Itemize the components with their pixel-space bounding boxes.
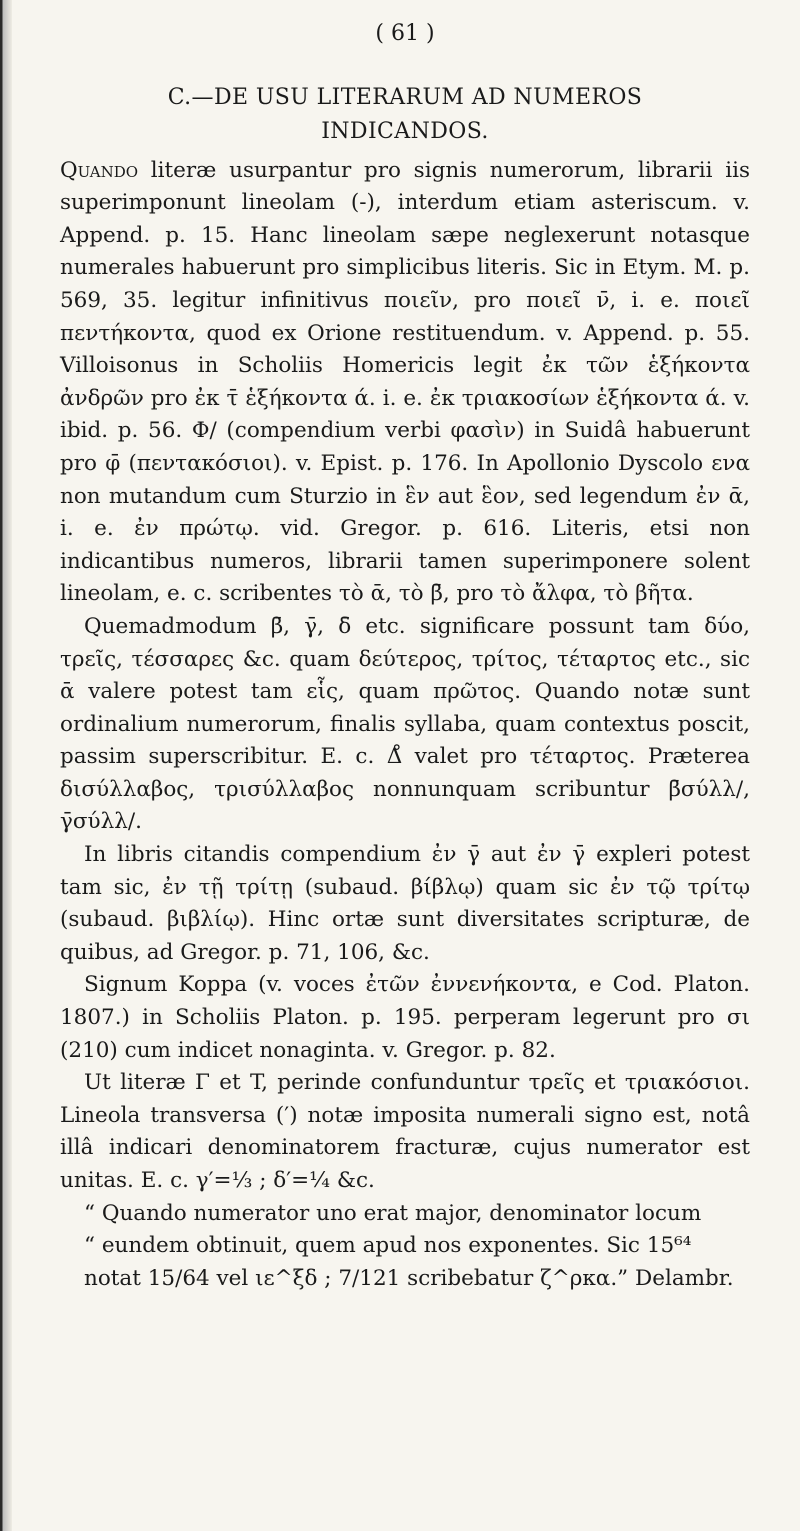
paragraph-1-text: literæ usurpantur pro signis numerorum, librarii iis superimponunt lineolam (-), interdum etiam asteriscum. v. Append. p. 15. Hanc lineolam sæpe neglexerunt notasque numerales habuerunt pro simplicibus literis. Sic in Etym. M. p. 569, 35. legitur infinitivus ποιεῖν, pro ποιεῖ ν̄, i. e. ποιεῖ πεντήκοντα, quod ex Orione restituendum. v. Append. p. 55. Villoisonus in Scholiis Homericis legit ἐκ τῶν ἑξήκοντα ἀνδρῶν pro ἐκ τ̄ ἑξήκοντα ά. i. e. ἐκ τριακοσίων ἑξήκοντα ά. v. ibid. p. 56. Φ/ (compendium verbi φασὶν) in Suidâ habuerunt pro φ̄ (πεντακόσιοι). v. Epist. p. 176. In Apollonio Dyscolo ενα non mutandum cum Sturzio in ἓν aut ἓον, sed legendum ἐν ᾱ, i. e. ἐν πρώτῳ. vid. Gregor. p. 616. Literis, etsi non indicantibus numeros, librarii tamen superimponere solent lineolam, e. c. scribentes τὸ ᾱ, τὸ β̄, pro τὸ ἄλφα, τὸ βῆτα.	[60, 157, 750, 607]
quote-line-3: notat 15/64 vel ιε^ξδ ; 7/121 scribebatur ζ^ρκα.” Delambr.	[84, 1265, 734, 1291]
document-page	[60, 18, 750, 1295]
delambre-quote	[60, 1198, 750, 1296]
paragraph-2: Quemadmodum β̄, γ̄, δ̄ etc. significare possunt tam δύο, τρεῖς, τέσσαρες &c. quam δεύτερος, τρίτος, τέταρτος etc., sic ᾱ valere potest tam εἷς, quam πρῶτος. Quando notæ sunt ordinalium numerorum, finalis syllaba, quam contextus poscit, passim superscribitur. E. c. Δ̊ valet pro τέταρτος. Præterea δισύλλαβος, τρισύλλαβος nonnunquam scribuntur β̄σύλλ/, γ̄σύλλ/.	[60, 613, 750, 835]
quote-line-2: “ eundem obtinuit, quem apud nos exponentes. Sic 15⁶⁴	[84, 1233, 692, 1259]
scan-binding-edge	[0, 0, 12, 1531]
page-number: ( 61 )	[375, 21, 435, 46]
section-heading-line-2: INDICANDOS.	[321, 118, 489, 144]
quote-line-1: “ Quando numerator uno erat major, denominator locum	[84, 1200, 702, 1226]
paragraph-5: Ut literæ Γ et T, perinde confunduntur τρεῖς et τριακόσιοι. Lineola transversa (′) notæ imposita numerali signo est, notâ illâ indicari denominatorem fracturæ, cujus numerator est unitas. E. c. γ′=⅓ ; δ′=¼ &c.	[60, 1070, 750, 1193]
section-heading-line-1: C.—DE USU LITERARUM AD NUMEROS	[167, 84, 643, 110]
paragraph-1	[60, 155, 750, 611]
paragraph-lead-word: Quando	[60, 157, 139, 183]
paragraph-3: In libris citandis compendium ἐν γ̄ aut ἐν γ̄ expleri potest tam sic, ἐν τῇ τρίτῃ (subaud. βίβλῳ) quam sic ἐν τῷ τρίτῳ (subaud. βιβλίῳ). Hinc ortæ sunt diversitates scripturæ, de quibus, ad Gregor. p. 71, 106, &c.	[60, 842, 750, 965]
section-heading	[60, 81, 750, 149]
paragraph-4: Signum Koppa (v. voces ἐτῶν ἐννενήκοντα, e Cod. Platon. 1807.) in Scholiis Platon. p. 195. perperam legerunt pro σι (210) cum indicet nonaginta. v. Gregor. p. 82.	[60, 972, 750, 1063]
